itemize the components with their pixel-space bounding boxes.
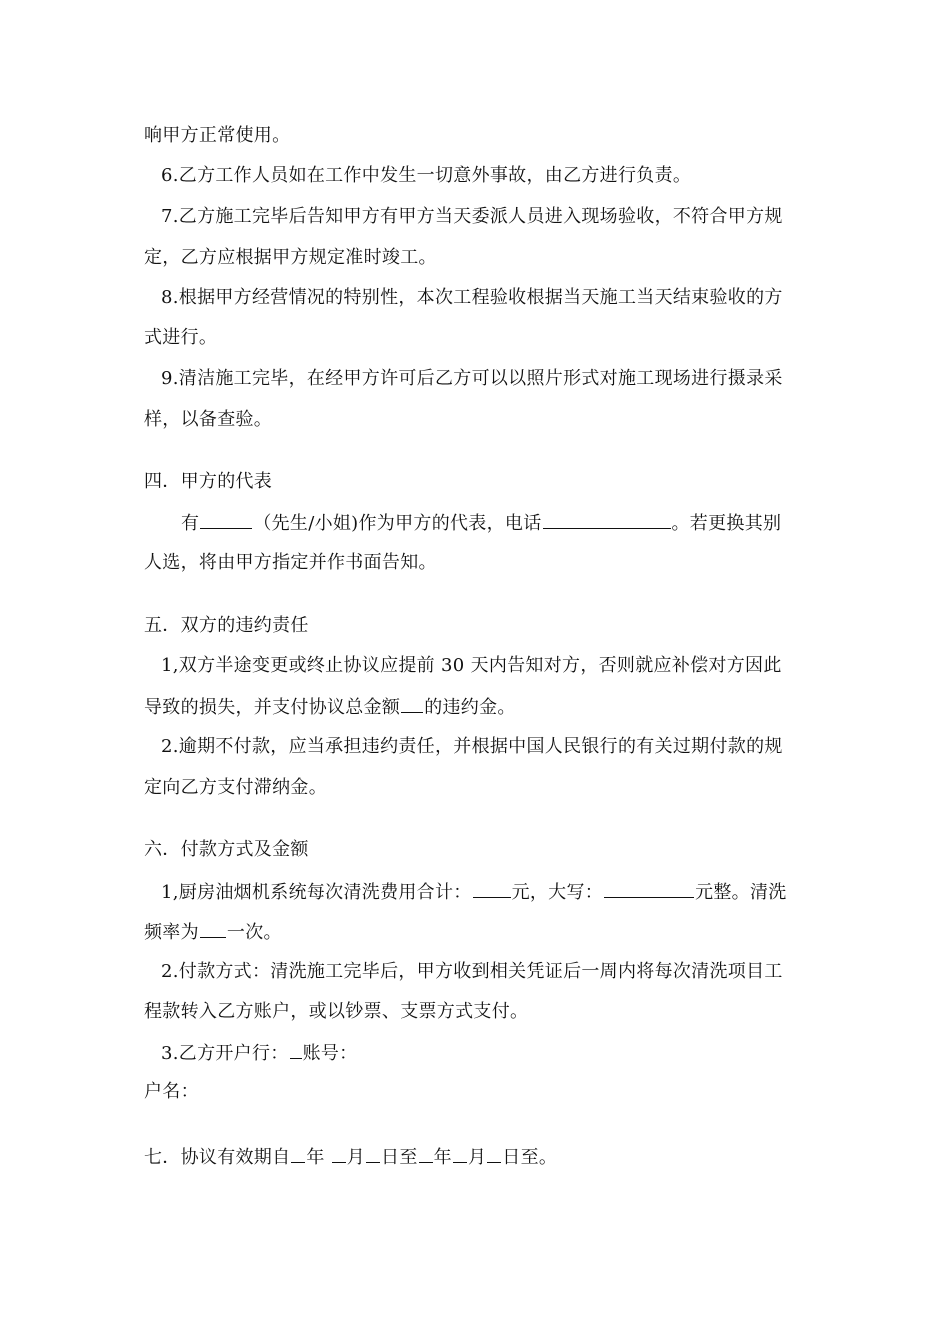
text-month: 月	[346, 1147, 366, 1168]
text-account: 账号：	[302, 1043, 358, 1064]
text-day-to: 日至	[381, 1147, 418, 1168]
section-6-clause-2-line2: 程款转入乙方账户，或以钞票、支票方式支付。	[144, 1001, 529, 1022]
text-once: 一次。	[226, 922, 282, 943]
clause-9-line2: 样，以备查验。	[144, 409, 273, 430]
penalty-blank	[401, 694, 423, 713]
text-year: 年	[306, 1147, 331, 1168]
start-day-blank	[366, 1144, 380, 1163]
clause-6: 6.乙方工作人员如在工作中发生一切意外事故，由乙方进行负责。	[161, 165, 692, 186]
clause-8-line2: 式进行。	[144, 327, 218, 348]
section-4-para-line1	[181, 510, 781, 536]
section-4-para-line2: 人选，将由甲方指定并作书面告知。	[144, 552, 437, 573]
section-5-clause-1-line2	[144, 694, 516, 720]
continued-line: 响甲方正常使用。	[144, 125, 291, 146]
fee-amount-blank	[473, 879, 511, 898]
text-day-end: 日至。	[502, 1147, 558, 1168]
text-fee: 1,厨房油烟机系统每次清洗费用合计：	[161, 882, 472, 903]
fee-words-blank	[604, 879, 694, 898]
phone-blank	[543, 510, 671, 529]
text-replace: 。若更换其别	[671, 513, 782, 534]
section-6-clause-3-line1	[161, 1040, 357, 1066]
text-year-2: 年	[433, 1147, 452, 1168]
text-frequency: 频率为	[144, 922, 199, 943]
section-6-clause-2-line1: 2.付款方式：清洗施工完毕后，甲方收到相关凭证后一周内将每次清洗项目工	[161, 961, 783, 982]
end-month-blank	[453, 1144, 467, 1163]
text-loss: 导致的损失，并支付协议总金额	[144, 697, 401, 718]
section-5-clause-2-line2: 定向乙方支付滞纳金。	[144, 777, 327, 798]
text-validity: 七．协议有效期自	[144, 1147, 291, 1168]
text-penalty: 的违约金。	[424, 697, 516, 718]
section-5-clause-1-line1: 1,双方半途变更或终止协议应提前 30 天内告知对方，否则就应补偿对方因此	[161, 655, 782, 676]
text-yuan: 元，大写：	[511, 882, 604, 903]
end-day-blank	[487, 1144, 501, 1163]
clause-9-line1: 9.清洁施工完毕，在经甲方许可后乙方可以以照片形式对施工现场进行摄录采	[161, 368, 783, 389]
clause-8-line1: 8.根据甲方经营情况的特别性，本次工程验收根据当天施工当天结束验收的方	[161, 287, 783, 308]
section-6-heading: 六．付款方式及金额	[144, 839, 309, 860]
start-month-blank	[332, 1144, 346, 1163]
text-bank: 3.乙方开户行：	[161, 1043, 289, 1064]
text-representative: （先生/小姐)作为甲方的代表，电话	[253, 513, 542, 534]
section-6-clause-1-line2	[144, 919, 282, 945]
bank-blank	[290, 1040, 302, 1059]
start-year-blank	[291, 1144, 305, 1163]
clause-7-line2: 定，乙方应根据甲方规定准时竣工。	[144, 247, 437, 268]
text-yuan-zheng: 元整。清洗	[695, 882, 787, 903]
text-month-2: 月	[467, 1147, 487, 1168]
clause-7-line1: 7.乙方施工完毕后告知甲方有甲方当天委派人员进入现场验收，不符合甲方规	[161, 206, 783, 227]
text-you: 有	[181, 513, 200, 534]
section-5-clause-2-line1: 2.逾期不付款，应当承担违约责任，并根据中国人民银行的有关过期付款的规	[161, 736, 783, 757]
section-6-clause-1-line1	[161, 879, 787, 905]
representative-name-blank	[200, 510, 252, 529]
section-4-heading: 四．甲方的代表	[144, 471, 273, 492]
section-5-heading: 五．双方的违约责任	[144, 615, 309, 636]
section-7-line	[144, 1144, 557, 1170]
section-6-clause-3-line2: 户名：	[144, 1081, 199, 1102]
end-year-blank	[419, 1144, 433, 1163]
frequency-blank	[200, 919, 226, 938]
